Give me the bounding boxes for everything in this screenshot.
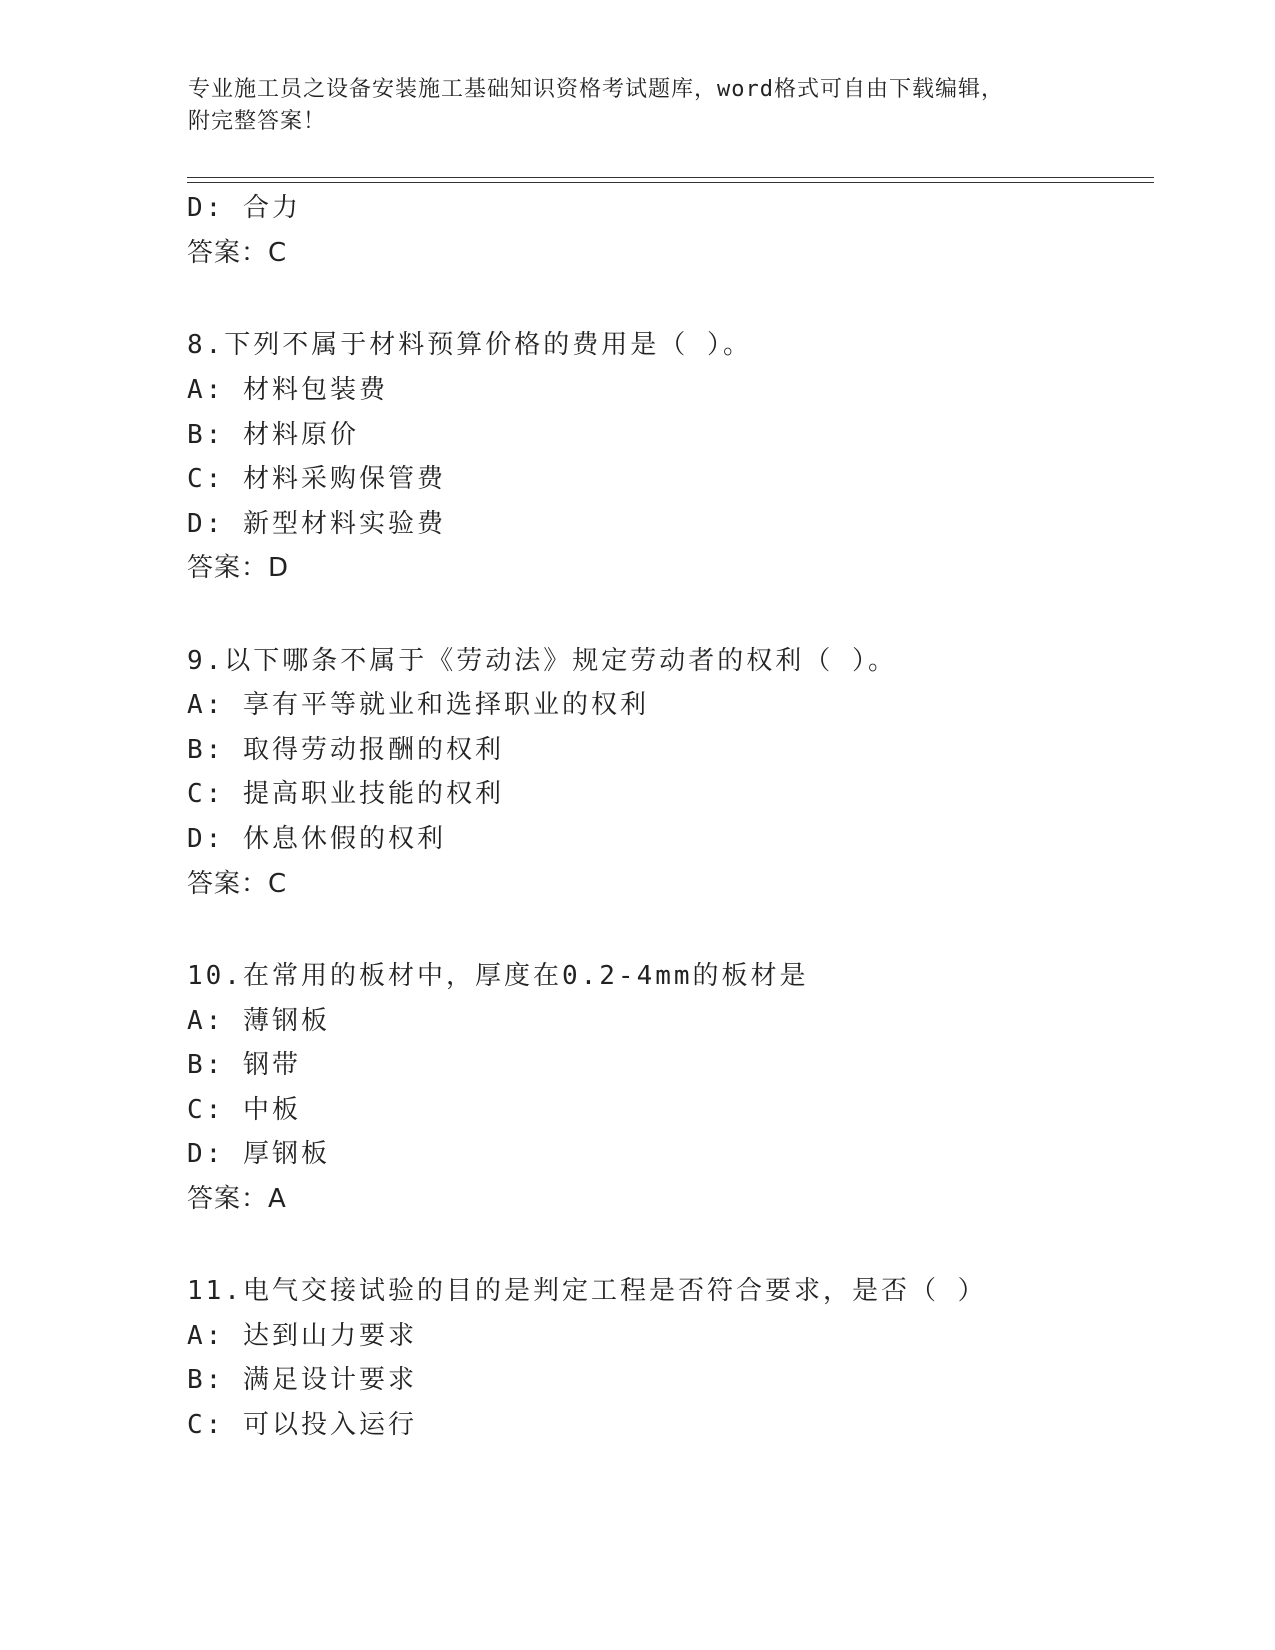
q10-answer: 答案：A	[187, 1184, 287, 1214]
q10-option-c: C: 中板	[187, 1095, 301, 1125]
q8-answer: 答案：D	[187, 553, 290, 583]
q8-option-b: B: 材料原价	[187, 420, 359, 450]
q10-option-d: D: 厚钢板	[187, 1139, 330, 1169]
q10-question: 10.在常用的板材中，厚度在0.2-4mm的板材是	[187, 961, 809, 991]
q9-option-b: B: 取得劳动报酬的权利	[187, 735, 504, 765]
q9-option-d: D: 休息休假的权利	[187, 824, 446, 854]
header-divider-bottom	[187, 182, 1154, 183]
q9-option-a: A: 享有平等就业和选择职业的权利	[187, 690, 649, 720]
header-divider-top	[187, 177, 1154, 178]
q8-option-a: A: 材料包装费	[187, 375, 388, 405]
document-header	[188, 74, 1068, 138]
q10-option-a: A: 薄钢板	[187, 1006, 330, 1036]
q11-option-c: C: 可以投入运行	[187, 1410, 417, 1440]
header-line-2: 附完整答案！	[188, 109, 327, 134]
q11-question: 11.电气交接试验的目的是判定工程是否符合要求，是否（ ）	[187, 1276, 987, 1306]
q8-question: 8.下列不属于材料预算价格的费用是（ ）。	[187, 330, 752, 360]
q11-option-a: A: 达到山力要求	[187, 1321, 417, 1351]
header-line-1: 专业施工员之设备安装施工基础知识资格考试题库，word格式可自由下载编辑，	[188, 77, 1004, 102]
q11-option-b: B: 满足设计要求	[187, 1365, 417, 1395]
q9-option-c: C: 提高职业技能的权利	[187, 779, 504, 809]
q10-option-b: B: 钢带	[187, 1050, 301, 1080]
prev-answer: 答案：C	[187, 238, 288, 268]
q8-option-c: C: 材料采购保管费	[187, 464, 446, 494]
q9-answer: 答案：C	[187, 869, 288, 899]
prev-option-d: D: 合力	[187, 193, 301, 223]
q9-question: 9.以下哪条不属于《劳动法》规定劳动者的权利（ ）。	[187, 646, 897, 676]
q8-option-d: D: 新型材料实验费	[187, 509, 446, 539]
